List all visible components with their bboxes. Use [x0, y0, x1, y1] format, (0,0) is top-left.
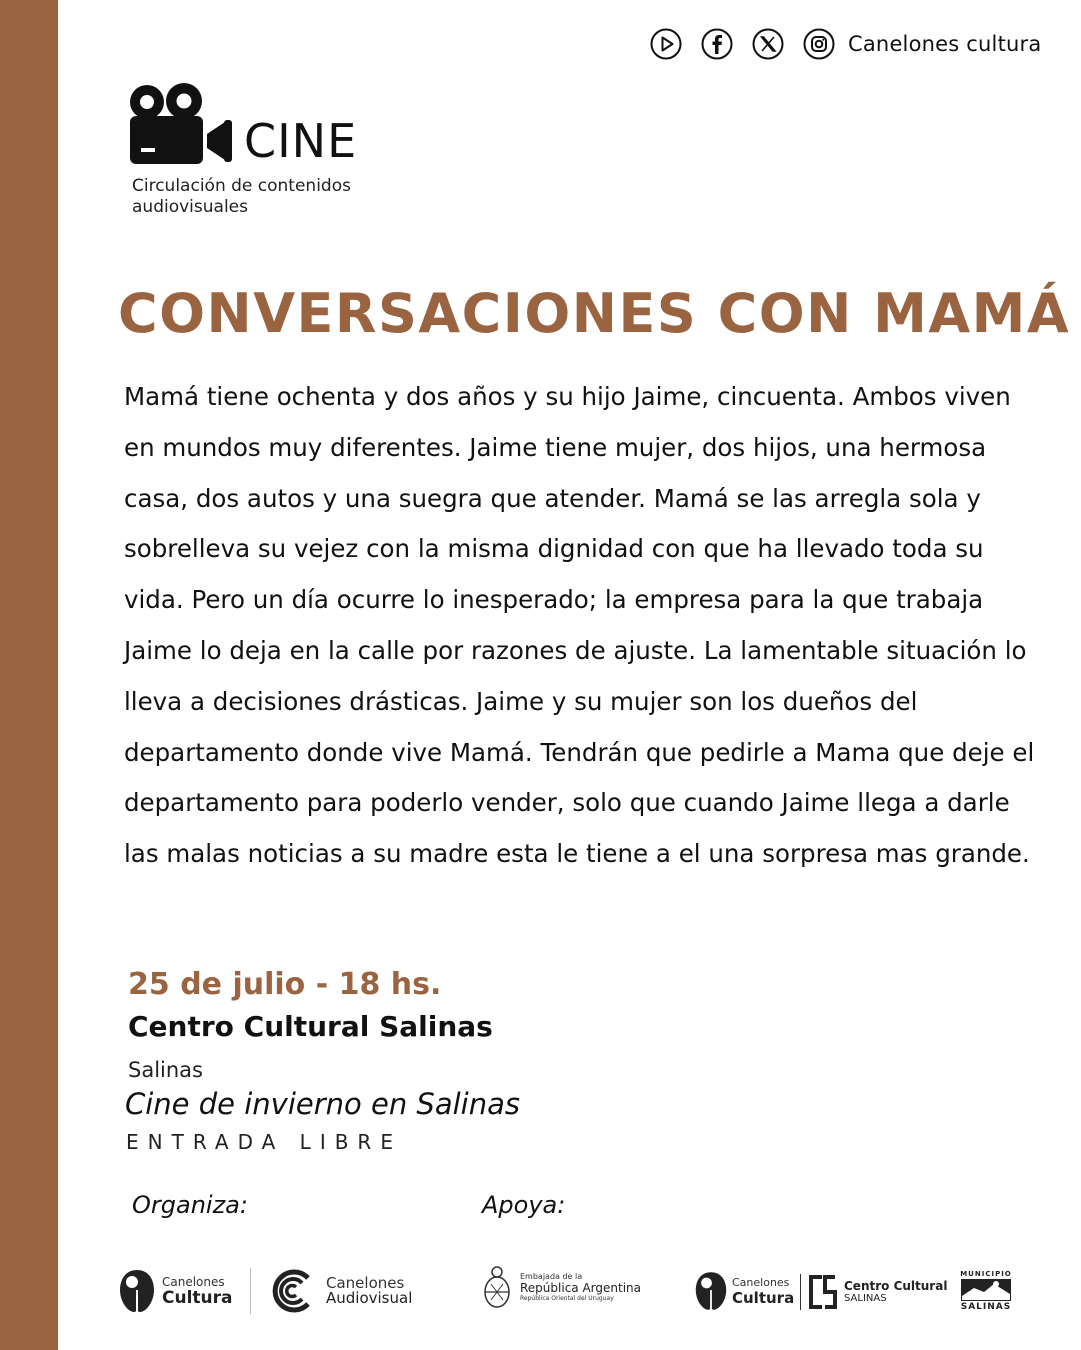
apoya-label: Apoya:	[482, 1191, 566, 1219]
accent-sidebar	[0, 0, 58, 1350]
centro-cultural-icon	[808, 1274, 838, 1310]
municipio-top: MUNICIPIO	[960, 1270, 1012, 1278]
film-title: CONVERSACIONES CON MAMÁ	[118, 282, 1071, 345]
event-cycle: Cine de invierno en Salinas	[125, 1087, 520, 1121]
logo-canelones-cultura	[118, 1268, 233, 1314]
instagram-icon[interactable]	[803, 28, 835, 60]
logo-canelones-audiovisual	[270, 1268, 412, 1314]
logo-municipio-salinas	[958, 1270, 1014, 1313]
argentina-seal-icon	[482, 1264, 512, 1310]
cultura-big-2: Cultura	[732, 1288, 795, 1307]
logo-subtitle: Circulación de contenidos audiovisuales	[132, 176, 351, 217]
canelones-small-2: Canelones	[732, 1275, 790, 1289]
canelones-small: Canelones	[162, 1274, 225, 1289]
brand-name: Canelones cultura	[848, 32, 1042, 56]
audiovisual-icon	[270, 1268, 314, 1314]
divider	[250, 1268, 251, 1314]
embajada-tiny: República Oriental del Uruguay	[520, 1294, 614, 1302]
canelones-cultura-icon	[694, 1270, 728, 1312]
synopsis: Mamá tiene ochenta y dos años y su hijo Jaime, cincuenta. Ambos viven en mundos muy diferentes. Jaime tiene mujer, dos hijos, una hermosa casa, dos autos y una suegra que atender. Mamá se las arregla sola y sobrelleva su vejez con la misma dignidad con que ha llevado toda su vida. Pero un día ocurre lo inesperado; la empresa para la que trabaja Jaime lo deja en la calle por razones de ajuste. La lamentable situación lo lleva a decisiones drásticas. Jaime y su mujer son los dueños del departamento donde vive Mamá. Tendrán que pedirle a Mama que deje el departamento para poderlo vender, solo que cuando Jaime llega a darle las malas noticias a su madre esta le tiene a el una sorpresa mas grande.	[124, 382, 1035, 869]
audiovisual-line2: Audiovisual	[326, 1289, 413, 1307]
logo-embajada-argentina	[482, 1264, 641, 1310]
cultura-big: Cultura	[162, 1287, 233, 1308]
facebook-icon[interactable]	[701, 28, 733, 60]
logo-word: CINE	[244, 114, 358, 168]
event-date: 25 de julio - 18 hs.	[128, 967, 442, 1002]
centro-line1: Centro Cultural	[844, 1279, 948, 1293]
audiovisual-line1: Canelones	[326, 1274, 405, 1292]
embajada-small: Embajada de la	[520, 1271, 583, 1281]
logo-centro-cultural	[808, 1274, 947, 1310]
canelones-cultura-icon	[118, 1268, 156, 1314]
centro-line2: SALINAS	[844, 1293, 887, 1304]
embajada-big: República Argentina	[520, 1280, 641, 1295]
divider	[800, 1274, 801, 1310]
event-city: Salinas	[128, 1058, 203, 1082]
event-venue: Centro Cultural Salinas	[128, 1010, 493, 1043]
logo-canelones-cultura-2	[694, 1270, 794, 1312]
municipio-emblem-icon	[960, 1278, 1012, 1302]
organiza-label: Organiza:	[132, 1191, 248, 1219]
film-camera-icon	[128, 82, 234, 166]
x-icon[interactable]	[752, 28, 784, 60]
youtube-icon[interactable]	[650, 28, 682, 60]
entry-info: ENTRADA LIBRE	[126, 1130, 402, 1154]
social-bar	[650, 28, 1041, 60]
municipio-bottom: SALINAS	[960, 1302, 1012, 1312]
